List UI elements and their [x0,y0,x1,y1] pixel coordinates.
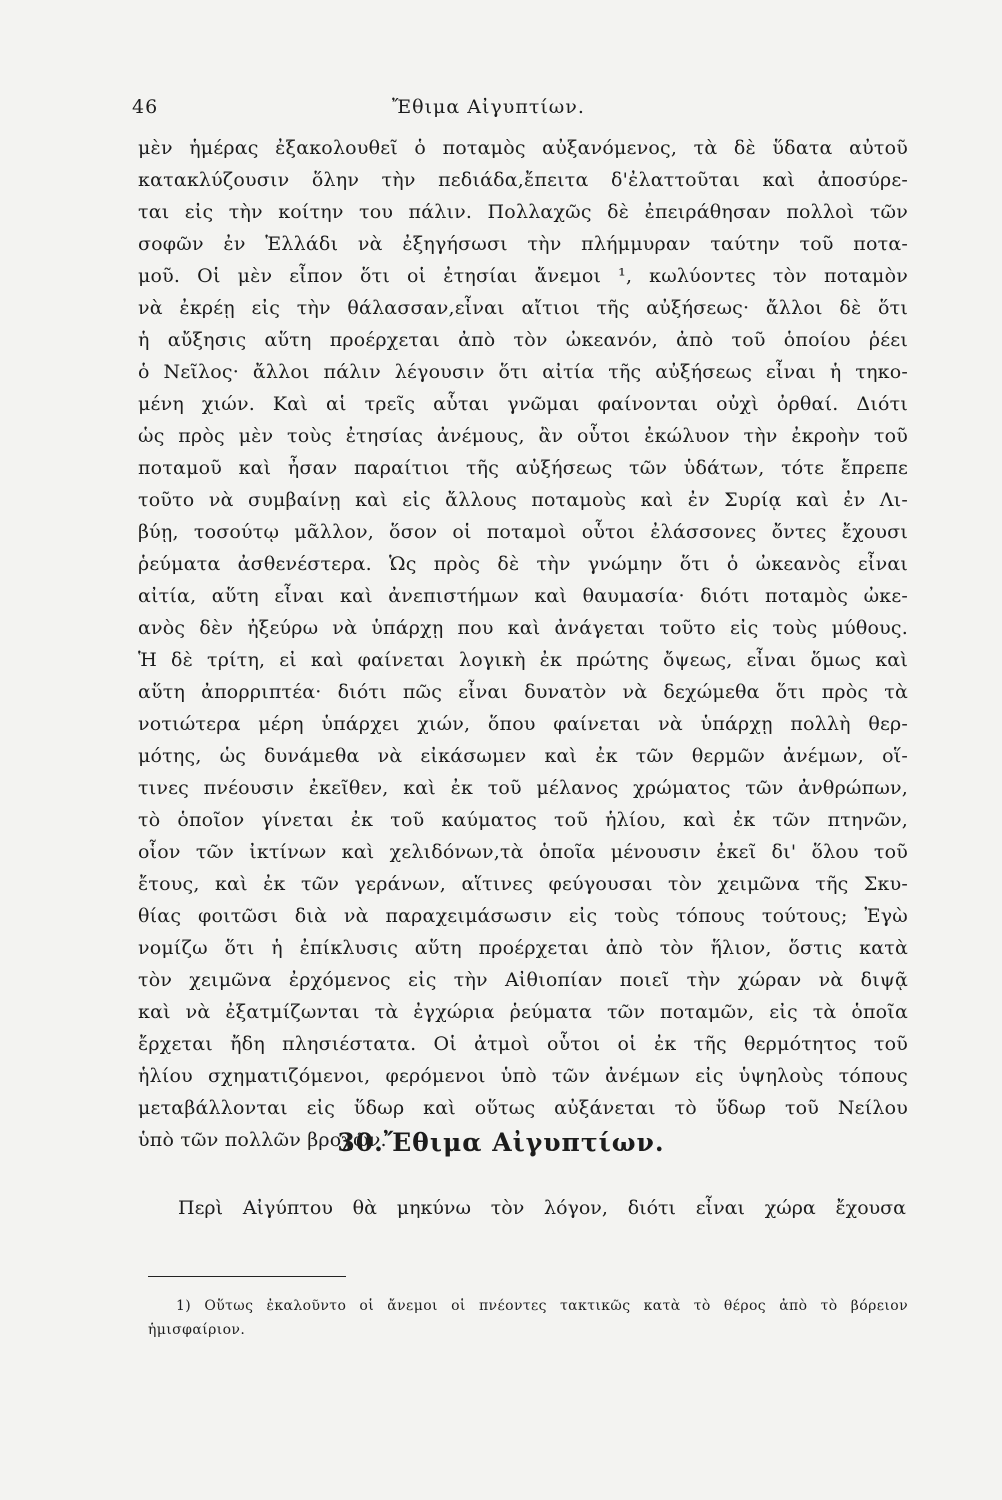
text-line: μοῦ. Οἱ μὲν εἶπον ὅτι οἱ ἐτησίαι ἄνεμοι ¹, κωλύοντες τὸν ποταμὸν [138,265,908,287]
text-line: μότης, ὡς δυνάμεθα νὰ εἰκάσωμεν καὶ ἐκ τῶν θερμῶν ἀνέμων, οἵ- [138,745,908,767]
text-line: ποταμοῦ καὶ ἦσαν παραίτιοι τῆς αὐξήσεως τῶν ὑδάτων, τότε ἔπρεπε [138,457,908,479]
text-line: τοῦτο νὰ συμβαίνῃ καὶ εἰς ἄλλους ποταμοὺς καὶ ἐν Συρίᾳ καὶ ἐν Λι- [138,489,908,511]
text-line: ὁ Νεῖλος· ἄλλοι πάλιν λέγουσιν ὅτι αἰτία τῆς αὐξήσεως εἶναι ἡ τηκο- [138,361,908,383]
text-line: ἡλίου σχηματιζόμενοι, φερόμενοι ὑπὸ τῶν ἀνέμων εἰς ὑψηλοὺς τόπους [138,1065,908,1087]
text-line: νοτιώτερα μέρη ὑπάρχει χιών, ὅπου φαίνεται νὰ ὑπάρχῃ πολλὴ θερ- [138,713,908,735]
body-text [138,132,908,1156]
text-line: καὶ νὰ ἐξατμίζωνται τὰ ἐγχώρια ῥεύματα τῶν ποταμῶν, εἰς τὰ ὁποῖα [138,1001,908,1023]
section-first-line: Περὶ Αἰγύπτου θὰ μηκύνω τὸν λόγον, διότι εἶναι χώρα ἔχουσα [178,1197,906,1219]
text-line: ἔτους, καὶ ἐκ τῶν γεράνων, αἵτινες φεύγουσαι τὸν χειμῶνα τῆς Σκυ- [138,873,908,895]
text-line: τὸν χειμῶνα ἐρχόμενος εἰς τὴν Αἰθιοπίαν ποιεῖ τὴν χώραν νὰ διψᾷ [138,969,908,991]
text-line: ἔρχεται ἤδη πλησιέστατα. Οἱ ἀτμοὶ οὗτοι οἱ ἐκ τῆς θερμότητος τοῦ [138,1033,908,1055]
text-line: μένη χιών. Καὶ αἱ τρεῖς αὗται γνῶμαι φαίνονται οὐχὶ ὀρθαί. Διότι [138,393,908,415]
text-line: μὲν ἡμέρας ἐξακολουθεῖ ὁ ποταμὸς αὐξανόμενος, τὰ δὲ ὕδατα αὐτοῦ [138,137,908,159]
footnote-line: 1) Οὕτως ἐκαλοῦντο οἱ ἄνεμοι οἱ πνέοντες τακτικῶς κατὰ τὸ θέρος ἀπὸ τὸ βόρειον [176,1298,908,1314]
text-line: θίας φοιτῶσι διὰ νὰ παραχειμάσωσιν εἰς τοὺς τόπους τούτους; Ἐγὼ [138,905,908,927]
text-line: κατακλύζουσιν ὅλην τὴν πεδιάδα,ἔπειτα δ'ἐλαττοῦται καὶ ἀποσύρε- [138,169,908,191]
text-line: αἰτία, αὕτη εἶναι καὶ ἀνεπιστήμων καὶ θαυμασία· διότι ποταμὸς ὠκε- [138,585,908,607]
page-number: 46 [132,96,159,118]
text-line: ται εἰς τὴν κοίτην του πάλιν. Πολλαχῶς δὲ ἐπειράθησαν πολλοὶ τῶν [138,201,908,223]
text-line: σοφῶν ἐν Ἑλλάδι νὰ ἐξηγήσωσι τὴν πλήμμυραν ταύτην τοῦ ποτα- [138,233,908,255]
text-line: ὑπὸ τῶν πολλῶν βροχῶν. [138,1129,387,1151]
footnote-divider [148,1276,346,1277]
text-line: τὸ ὁποῖον γίνεται ἐκ τοῦ καύματος τοῦ ἡλίου, καὶ ἐκ τῶν πτηνῶν, [138,809,908,831]
section-heading: 30.Ἔθιμα Αἰγυπτίων. [337,1128,665,1157]
text-line: ανὸς δὲν ἠξεύρω νὰ ὑπάρχῃ που καὶ ἀνάγεται τοῦτο εἰς τοὺς μύθους. [138,617,908,639]
text-line: οἷον τῶν ἰκτίνων καὶ χελιδόνων,τὰ ὁποῖα μένουσιν ἐκεῖ δι' ὅλου τοῦ [138,841,908,863]
text-line: βύῃ, τοσούτῳ μᾶλλον, ὅσον οἱ ποταμοὶ οὗτοι ἐλάσσονες ὄντες ἔχουσι [138,521,908,543]
text-line: νὰ ἐκρέῃ εἰς τὴν θάλασσαν,εἶναι αἴτιοι τῆς αὐξήσεως· ἄλλοι δὲ ὅτι [138,297,908,319]
text-line: ὡς πρὸς μὲν τοὺς ἐτησίας ἀνέμους, ἂν οὗτοι ἐκώλυον τὴν ἐκροὴν τοῦ [138,425,908,447]
text-line: αὕτη ἀπορριπτέα· διότι πῶς εἶναι δυνατὸν νὰ δεχώμεθα ὅτι πρὸς τὰ [138,681,908,703]
text-line: Ἡ δὲ τρίτη, εἰ καὶ φαίνεται λογικὴ ἐκ πρώτης ὄψεως, εἶναι ὅμως καὶ [138,649,908,671]
text-line: ἡ αὔξησις αὕτη προέρχεται ἀπὸ τὸν ὠκεανόν, ἀπὸ τοῦ ὁποίου ῥέει [138,329,908,351]
footnotes [148,1294,908,1342]
text-line: τινες πνέουσιν ἐκεῖθεν, καὶ ἐκ τοῦ μέλανος χρώματος τῶν ἀνθρώπων, [138,777,908,799]
text-line: ῥεύματα ἀσθενέστερα. Ὡς πρὸς δὲ τὴν γνώμην ὅτι ὁ ὠκεανὸς εἶναι [138,553,908,575]
running-title: Ἔθιμα Αἰγυπτίων. [392,96,585,118]
text-line: νομίζω ὅτι ἡ ἐπίκλυσις αὕτη προέρχεται ἀπὸ τὸν ἥλιον, ὅστις κατὰ [138,937,908,959]
text-line: μεταβάλλονται εἰς ὕδωρ καὶ οὕτως αὐξάνεται τὸ ὕδωρ τοῦ Νείλου [138,1097,908,1119]
footnote-line: ἡμισφαίριον. [148,1322,246,1338]
